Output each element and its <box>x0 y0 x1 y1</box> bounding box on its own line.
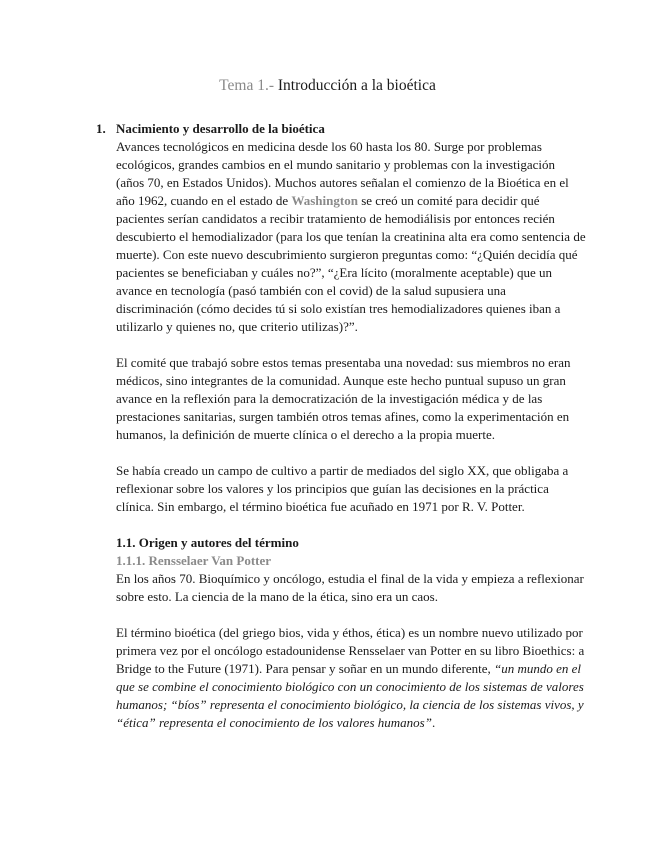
paragraph-1 <box>116 138 586 336</box>
section-title: Nacimiento y desarrollo de la bioética <box>116 121 325 136</box>
title-text: Introducción a la bioética <box>274 77 436 94</box>
section-1-body <box>116 138 586 732</box>
paragraph-2: El comité que trabajó sobre estos temas presentaba una novedad: sus miembros no eran médicos, sino integrantes de la comunidad. Aunque este hecho puntual supuso un gran avance en la reflexión para la democratización de la investigación médica y de las prestaciones sanitarias, surgen también otros temas afines, como la experimentación en humanos, la definición de muerte clínica o el derecho a la propia muerte. <box>116 355 571 442</box>
section-1-heading <box>96 120 586 138</box>
section-number: 1. <box>96 121 106 136</box>
potter-quote: “un mundo en el que se combine el conocimiento biológico con un conocimiento de los sistemas de valores humanos; “bíos” representa el conocimiento biológico, la ciencia de los sistemas vivos, y “ética” representa el conocimiento de los valores humanos” <box>116 661 584 730</box>
paragraph-4: En los años 70. Bioquímico y oncólogo, estudia el final de la vida y empieza a reflexionar sobre esto. La ciencia de la mano de la ética, sino era un caos. <box>116 571 584 604</box>
page-title <box>0 77 655 95</box>
paragraph-1-end: se creó un comité para decidir qué pacientes serían candidatos a recibir tratamiento de hemodiálisis por entonces recién descubierto el hemodializador (para los que tenían la creatinina alta era como sentencia de muerte). Con este nuevo descubrimiento surgieron preguntas como: “¿Quién decidía qué pacientes se beneficiaban y cuáles no?”, “¿Era lícito (moralmente aceptable) que un avance en tecnología (pasó también con el covid) de la salud supusiera una discriminación (cómo decides tú si solo existían tres hemodializadores quienes iban a utilizarlo y quienes no, que criterio utilizas)?”. <box>116 193 586 334</box>
subsection-1-1-1-heading: 1.1.1. Rensselaer Van Potter <box>116 553 272 568</box>
paragraph-5-end: . <box>431 715 436 730</box>
title-lead: Tema 1.- <box>219 77 275 94</box>
paragraph-5-start: El término bioética (del griego bios, vida y éthos, ética) es un nombre nuevo utilizado por primera vez por el oncólogo estadounidense Rensselaer van Potter en su libro Bioethics: a Bridge to the Future (1971). Para pensar y soñar en un mundo diferente, <box>116 625 585 676</box>
paragraph-3: Se había creado un campo de cultivo a partir de mediados del siglo XX, que obligaba a reflexionar sobre los valores y los principios que guían las decisiones en la práctica clínica. Sin embargo, el término bioética fue acuñado en 1971 por R. V. Potter. <box>116 463 569 514</box>
paragraph-1-start: Avances tecnológicos en medicina desde los 60 hasta los 80. Surge por problemas ecológicos, grandes cambios en el mundo sanitario y problemas con la investigación (años 70, en Estados Unidos). Muchos autores señalan el comienzo de la Bioética en el año 1962, cuando en el estado de <box>116 139 569 208</box>
subsection-1-1-heading: 1.1. Origen y autores del término <box>116 535 299 550</box>
washington-highlight: Washington <box>291 193 358 208</box>
section-1 <box>96 120 586 750</box>
paragraph-5 <box>116 624 586 732</box>
